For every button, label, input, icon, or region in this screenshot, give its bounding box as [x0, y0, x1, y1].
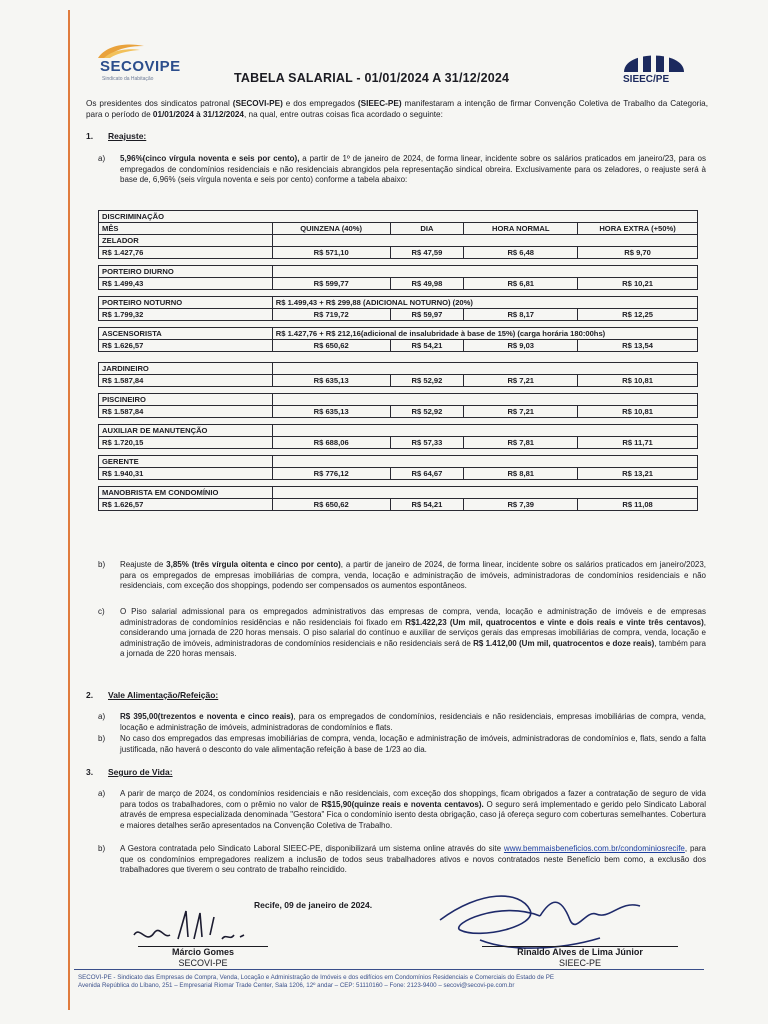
sieec-emblem-icon [618, 44, 690, 74]
table-cell: R$ 599,77 [272, 278, 390, 290]
item-body: O seguro será implementado e gerido pelo Sindicato Laboral através de empresa especializada denominada "Gestora" Fica o condomínio isento desta obrigação, caso já ofereça seguro com coberturas semelhantes. Cobertura e maiores detalhes serão apresentados na Convenção Coletiva de Trabalho. [120, 799, 706, 830]
table-row-title [99, 266, 698, 278]
table-column-header: DIA [390, 223, 464, 235]
role-note [272, 266, 697, 278]
table-row-title [99, 297, 698, 309]
benefits-site-link[interactable]: www.bemmaisbeneficios.com.br/condominiosrecife [503, 844, 685, 853]
table-cell: R$ 1.587,84 [99, 406, 273, 418]
role-note: R$ 1.499,43 + R$ 299,88 (ADICIONAL NOTURNO) (20%) [272, 297, 697, 309]
role-note [272, 394, 697, 406]
table-cell: R$ 7,81 [464, 437, 578, 449]
footer-divider [74, 969, 704, 970]
table-cell: R$ 52,92 [390, 406, 464, 418]
item-bold: 5,96%(cinco vírgula noventa e seis por cento), [120, 154, 300, 163]
table-cell: R$ 6,81 [464, 278, 578, 290]
sieec-logo-text: SIEEC/PE [623, 74, 670, 85]
item-tag: a) [98, 154, 106, 163]
table-cell: R$ 9,70 [578, 247, 698, 259]
role-title: PORTEIRO DIURNO [99, 266, 273, 278]
table-cell: R$ 650,62 [272, 340, 390, 352]
table-column-header: HORA NORMAL [464, 223, 578, 235]
table-column-header: HORA EXTRA (+50%) [578, 223, 698, 235]
table-cell: R$ 52,92 [390, 375, 464, 387]
intro-bold: (SECOVI-PE) [232, 99, 283, 108]
page-title: TABELA SALARIAL - 01/01/2024 A 31/12/2024 [234, 71, 510, 85]
item-text [120, 154, 706, 186]
table-cell: R$ 64,67 [390, 468, 464, 480]
section-label: Vale Alimentação/Refeição: [108, 690, 219, 700]
table-row [99, 437, 698, 449]
table-row [99, 499, 698, 511]
secovi-logo-text: SECOVIPE [100, 58, 181, 75]
footer-line: Avenida República do Líbano, 251 – Empresarial Riomar Trade Center, Sala 1206, 12º andar – CEP: 51110160 – Fone: 2123-9400 – secovi@secovi-pe.com.br [78, 982, 515, 989]
role-note [272, 425, 697, 437]
table-cell: R$ 7,21 [464, 375, 578, 387]
table-gap [99, 418, 698, 425]
section-heading-vale [86, 690, 218, 700]
salary-table [98, 210, 698, 511]
item-body: A parir de março de 2024, os condomínios residenciais e não residenciais, com exceção dos shoppings, ficam obrigados a fazer a contratação de seguro de vida para todos os trabalhadores, com o prêmio no valor de [120, 789, 706, 809]
section-number: 1. [86, 131, 94, 141]
role-note [272, 456, 697, 468]
table-gap-cell [99, 387, 698, 394]
signer-1-org: SECOVI-PE [178, 958, 228, 968]
footer-line: SECOVI-PE - Sindicato das Empresas de Compra, Venda, Locação e Administração de Imóveis e dos edifícios em Condomínios Residenciais e Comerciais do Estado de PE [78, 974, 554, 981]
item-body: , para os empregados de condomínios, residenciais e não residenciais, empresas imobiliárias de compra, venda, locação e administração de imóveis, administradoras de condomínios e flats. [120, 712, 706, 732]
table-cell: R$ 59,97 [390, 309, 464, 321]
place-date: Recife, 09 de janeiro de 2024. [254, 900, 373, 910]
table-cell: R$ 13,21 [578, 468, 698, 480]
intro-bold: 01/01/2024 à 31/12/2024 [152, 110, 244, 119]
item-body: , a partir de janeiro de 2024, de forma linear, incidente sobre os salários praticados em janeiro/2023, para os empregados de empresas imobiliárias de compra, venda, locação e administração de imóveis, administradoras de condomínios residenciais e não residenciais, com exceção dos shoppings, podendo ser compensados os aumentos espontâneos. [120, 560, 707, 591]
role-title: PISCINEIRO [99, 394, 273, 406]
section-number: 3. [86, 767, 94, 777]
section-number: 2. [86, 690, 94, 700]
table-header-discriminacao: DISCRIMINAÇÃO [99, 211, 698, 223]
role-title: ZELADOR [99, 235, 273, 247]
role-title: AUXILIAR DE MANUTENÇÃO [99, 425, 273, 437]
table-row [99, 375, 698, 387]
role-note [272, 235, 697, 247]
table-row-title [99, 328, 698, 340]
section-heading-reajuste [86, 131, 146, 141]
item-body: Reajuste de [120, 560, 167, 569]
table-gap-cell [99, 259, 698, 266]
table-gap [99, 352, 698, 363]
role-title: MANOBRISTA EM CONDOMÍNIO [99, 487, 273, 499]
table-cell: R$ 719,72 [272, 309, 390, 321]
role-note: R$ 1.427,76 + R$ 212,16(adicional de insalubridade à base de 15%) (carga horária 180:00hs) [272, 328, 697, 340]
table-gap [99, 480, 698, 487]
item-text [120, 607, 706, 660]
table-cell: R$ 1.940,31 [99, 468, 273, 480]
item-bold: R$15,90(quinze reais e noventa centavos). [321, 799, 484, 809]
item-body: A Gestora contratada pelo Sindicato Laboral SIEEC-PE, disponibilizará um sistema online através do site [120, 844, 504, 853]
table-cell: R$ 6,48 [464, 247, 578, 259]
role-title: ASCENSORISTA [99, 328, 273, 340]
item-text: No caso dos empregados das empresas imobiliárias de compra, venda, locação e administração de imóveis, administradoras de condomínios e, flats, sendo a falta justificada, não haverá o desconto do vale alimentação refeição à base de 1/23 ao dia. [120, 734, 706, 754]
item-text [120, 560, 706, 592]
salary-table-body [99, 211, 698, 511]
table-gap-cell [99, 352, 698, 363]
table-cell: R$ 688,06 [272, 437, 390, 449]
table-row [99, 247, 698, 259]
table-gap-cell [99, 290, 698, 297]
intro-paragraph [86, 98, 708, 120]
intro-text: , na qual, entre outras coisas fica acordado o seguinte: [243, 110, 443, 119]
table-column-header: QUINZENA (40%) [272, 223, 390, 235]
item-tag: a) [98, 789, 106, 798]
table-cell: R$ 1.587,84 [99, 375, 273, 387]
item-body: , considerando uma jornada de 220 horas mensais. O piso salarial do contínuo e auxiliar de serviços gerais das empresas imobiliárias de compra, venda, locação e administração de imóveis, administradoras de condomínios residenciais e não residenciais será de [120, 617, 707, 648]
table-cell: R$ 1.499,43 [99, 278, 273, 290]
table-column-header: MÊS [99, 223, 273, 235]
item-bold: 3,85% (três vírgula oitenta e cinco por cento) [166, 560, 341, 569]
role-title: GERENTE [99, 456, 273, 468]
table-gap [99, 290, 698, 297]
table-row [99, 278, 698, 290]
table-cell: R$ 571,10 [272, 247, 390, 259]
table-cell: R$ 7,39 [464, 499, 578, 511]
intro-text: Os presidentes dos sindicatos patronal [86, 99, 233, 108]
secovi-logo [90, 40, 200, 88]
table-gap-cell [99, 418, 698, 425]
table-cell: R$ 12,25 [578, 309, 698, 321]
role-note [272, 363, 697, 375]
table-cell: R$ 7,21 [464, 406, 578, 418]
table-row-title [99, 394, 698, 406]
table-cell: R$ 1.799,32 [99, 309, 273, 321]
table-cell: R$ 13,54 [578, 340, 698, 352]
role-title: JARDINEIRO [99, 363, 273, 375]
table-cell: R$ 11,08 [578, 499, 698, 511]
table-header-row [99, 223, 698, 235]
table-gap-cell [99, 449, 698, 456]
item-body: a partir de 1º de janeiro de 2024, de forma linear, incidente sobre os salários praticados em janeiro/23, para os empregados de condomínios residenciais e não residenciais abrangidos pela representação sindical obreira. Exclusivamente para os zeladores, o reajuste será à base de, 6,96% (seis vírgula noventa e seis por cento) conforme a tabela abaixo: [120, 154, 706, 185]
role-note [272, 487, 697, 499]
table-row [99, 468, 698, 480]
footer [78, 974, 554, 990]
item-text [120, 712, 706, 733]
sieec-logo [618, 44, 690, 92]
item-tag: b) [98, 844, 106, 853]
table-cell: R$ 49,98 [390, 278, 464, 290]
item-tag: b) [98, 734, 106, 743]
table-gap [99, 259, 698, 266]
table-cell: R$ 11,71 [578, 437, 698, 449]
table-gap [99, 449, 698, 456]
section-heading-seguro [86, 767, 173, 777]
table-cell: R$ 635,13 [272, 375, 390, 387]
item-body: O Piso salarial admissional para os empregados administrativos das empresas de compra, venda, locação e administração de imóveis e de empresas administradoras de condomínios residências e não residenciais foi fixado em [120, 607, 706, 627]
item-body: , para que os condomínios empregadores realizem a inclusão de todos seus trabalhadores ativos e novos contratados neste Benefício bem como, a exclusão dos trabalhadores que tiverem o seu contrato de trabalho reincidido. [120, 844, 706, 875]
intro-text: manifestaram a intenção de firmar Convenção Coletiva de Trabalho da Categoria, para o período de [86, 99, 708, 119]
item-tag: c) [98, 607, 105, 616]
table-cell: R$ 54,21 [390, 499, 464, 511]
table-cell: R$ 776,12 [272, 468, 390, 480]
margin-line [68, 10, 70, 1010]
table-row-title [99, 235, 698, 247]
table-cell: R$ 8,81 [464, 468, 578, 480]
table-cell: R$ 8,17 [464, 309, 578, 321]
table-row [99, 406, 698, 418]
table-cell: R$ 54,21 [390, 340, 464, 352]
signer-2-name: Rinaldo Alves de Lima Júnior [517, 947, 643, 957]
table-row-title [99, 363, 698, 375]
signature-marcio-icon [130, 905, 270, 950]
role-title: PORTEIRO NOTURNO [99, 297, 273, 309]
section-label: Seguro de Vida: [108, 767, 173, 777]
table-row-title [99, 456, 698, 468]
signer-2-org: SIEEC-PE [558, 958, 601, 968]
item-bold: R$1.422,23 (Um mil, quatrocentos e vinte e dois reais e vinte três centavos) [405, 617, 704, 627]
table-cell: R$ 1.626,57 [99, 340, 273, 352]
item-body: , também para a jornada de 220 horas mensais. [120, 638, 707, 659]
table-cell: R$ 10,81 [578, 375, 698, 387]
secovi-logo-subtitle: Sindicato da Habitação [102, 76, 154, 82]
table-header-row [99, 211, 698, 223]
table-cell: R$ 1.626,57 [99, 499, 273, 511]
signer-1-name: Márcio Gomes [171, 947, 235, 957]
item-text [120, 789, 706, 831]
table-row [99, 309, 698, 321]
table-gap [99, 321, 698, 328]
section-label: Reajuste: [108, 131, 147, 141]
table-cell: R$ 57,33 [390, 437, 464, 449]
item-tag: b) [98, 560, 106, 569]
table-gap-cell [99, 321, 698, 328]
intro-bold: (SIEEC-PE) [357, 99, 402, 108]
table-row-title [99, 425, 698, 437]
table-row [99, 340, 698, 352]
table-cell: R$ 1.720,15 [99, 437, 273, 449]
item-bold: R$ 395,00(trezentos e noventa e cinco reais) [120, 712, 294, 721]
table-cell: R$ 10,81 [578, 406, 698, 418]
intro-text: e dos empregados [282, 99, 358, 108]
table-cell: R$ 650,62 [272, 499, 390, 511]
table-row-title [99, 487, 698, 499]
table-cell: R$ 47,59 [390, 247, 464, 259]
item-text [120, 844, 706, 876]
table-gap-cell [99, 480, 698, 487]
table-cell: R$ 635,13 [272, 406, 390, 418]
item-tag: a) [98, 712, 106, 721]
table-gap [99, 387, 698, 394]
table-cell: R$ 10,21 [578, 278, 698, 290]
item-bold: R$ 1.412,00 (Um mil, quatrocentos e doze reais) [473, 638, 655, 648]
table-cell: R$ 9,03 [464, 340, 578, 352]
table-cell: R$ 1.427,76 [99, 247, 273, 259]
